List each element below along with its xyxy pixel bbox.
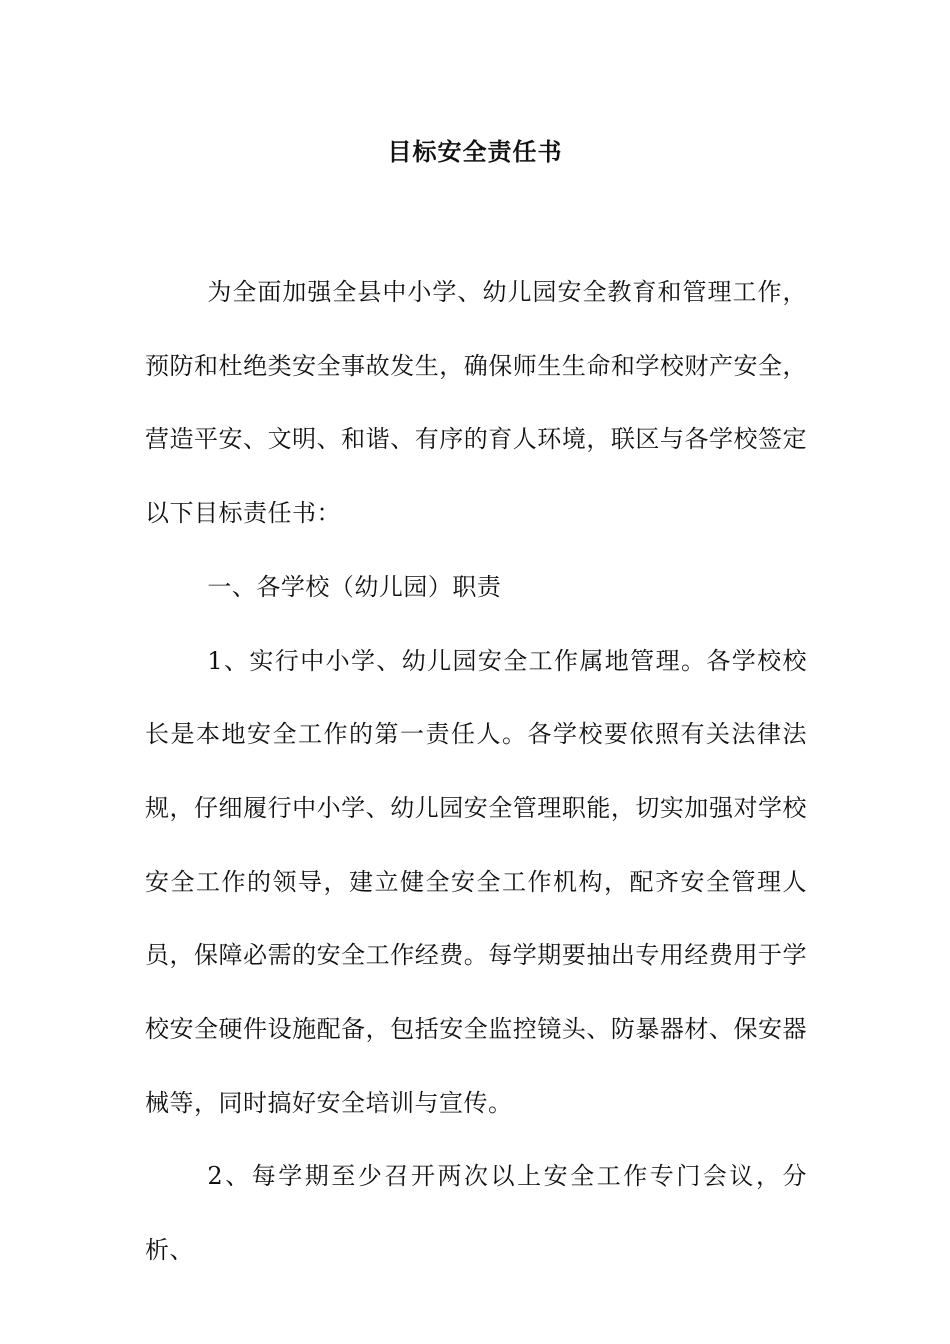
document-body [145, 256, 807, 1288]
intro-paragraph: 为全面加强全县中小学、幼儿园安全教育和管理工作，预防和杜绝类安全事故发生，确保师生生命和学校财产安全，营造平安、文明、和谐、有序的育人环境，联区与各学校签定以下目标责任书： [145, 278, 807, 528]
document-title: 目标安全责任书 [387, 138, 563, 166]
clause-1-paragraph: 1、实行中小学、幼儿园安全工作属地管理。各学校校长是本地安全工作的第一责任人。各学校要依照有关法律法规，仔细履行中小学、幼儿园安全管理职能，切实加强对学校安全工作的领导，建立健全安全工作机构，配齐安全管理人员，保障必需的安全工作经费。每学期要抽出专用经费用于学校安全硬件设施配备，包括安全监控镜头、防暴器材、保安器械等，同时搞好安全培训与宣传。 [145, 646, 807, 1117]
section-heading-duties: 一、各学校（幼儿园）职责 [207, 572, 502, 601]
clause-2-paragraph: 2、每学期至少召开两次以上安全工作专门会议，分析、 [145, 1162, 807, 1265]
